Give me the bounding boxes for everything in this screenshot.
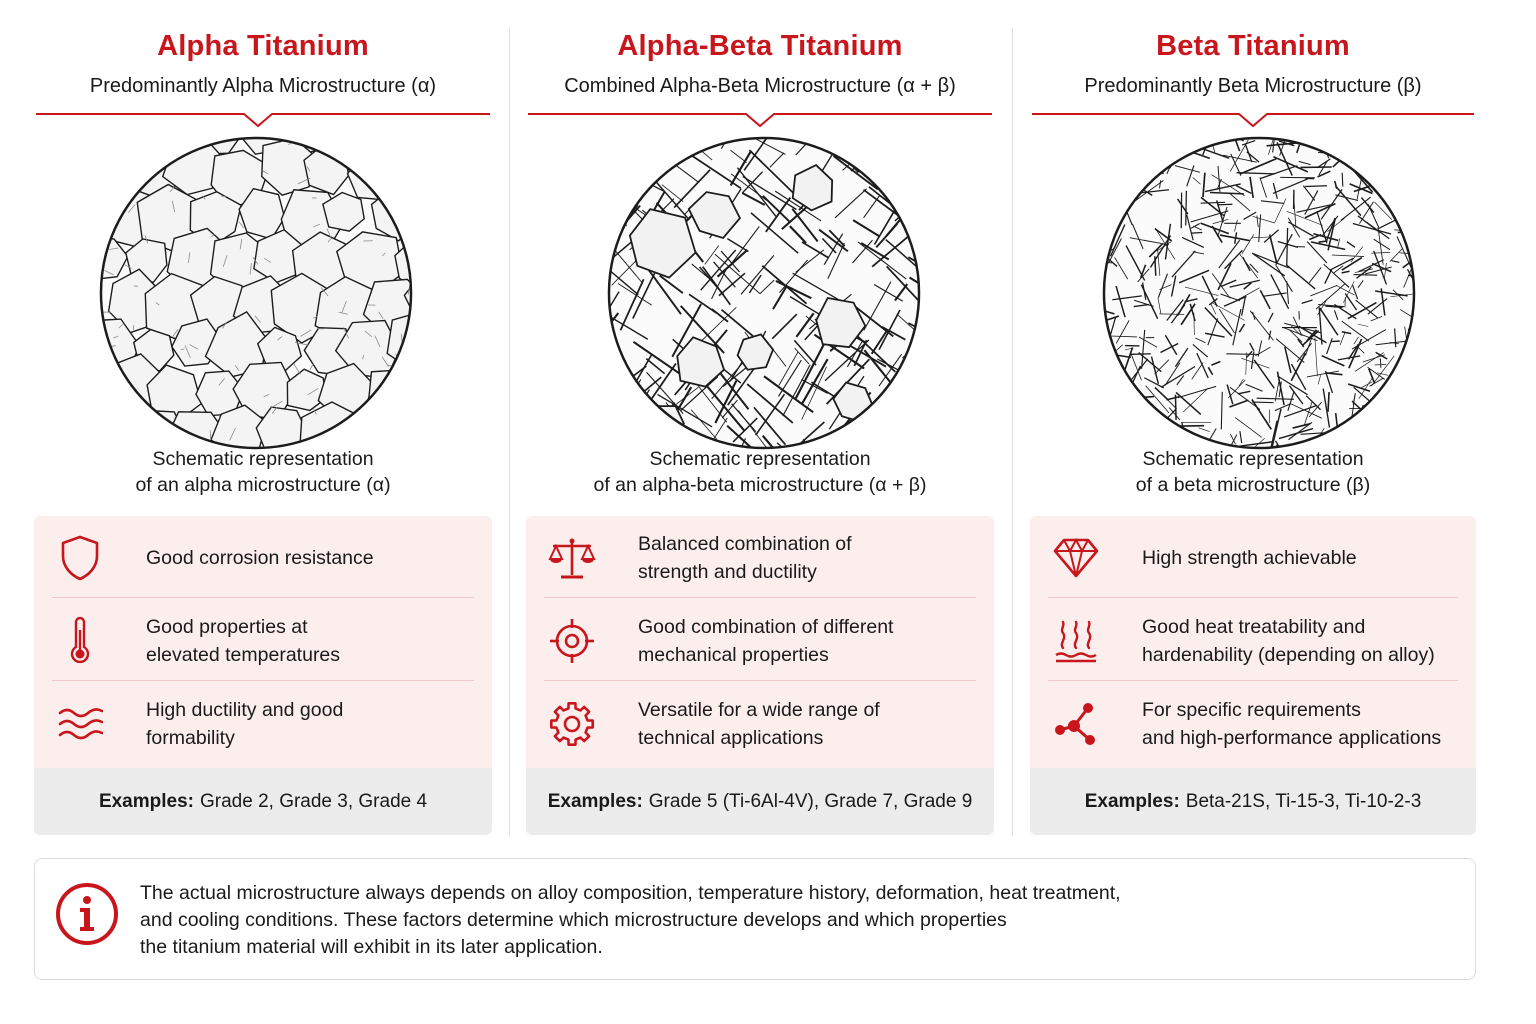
property-text: High strength achievable [1142,546,1357,569]
property-text: For specific requirements [1142,698,1361,721]
scales-icon [544,530,600,586]
column-subtitle: Combined Alpha-Beta Microstructure (α + β) [564,75,956,97]
column-alpha [34,0,492,845]
property-item [52,516,474,599]
gear-icon [544,696,600,752]
caption-line: of an alpha-beta microstructure (α + β) [593,474,927,496]
column-title: Beta Titanium [1156,30,1350,62]
property-text: elevated temperatures [146,643,341,666]
property-divider [52,680,474,681]
column-title: Alpha-Beta Titanium [617,30,903,62]
property-item [544,682,976,765]
column-subtitle: Predominantly Alpha Microstructure (α) [89,75,437,97]
alpha-beta-microstructure-image [605,134,923,452]
caption-line: Schematic representation [152,448,374,470]
alpha-microstructure-image [97,134,415,452]
column-title: Alpha Titanium [157,30,369,62]
examples-label: Examples: [547,790,643,812]
property-item [544,599,976,682]
property-item [1048,599,1458,682]
info-text [140,880,1340,961]
property-text: Balanced combination of [638,532,852,555]
examples-value: Grade 2, Grade 3, Grade 4 [199,790,428,812]
header-pointer-rule [36,104,490,128]
caption-line: Schematic representation [649,448,871,470]
column-divider [1012,28,1013,836]
diamond-icon [1048,530,1104,586]
microstructure-caption [526,446,994,498]
properties-panel [526,516,994,768]
examples-value: Beta-21S, Ti-15-3, Ti-10-2-3 [1185,790,1422,812]
property-divider [544,597,976,598]
property-item [544,516,976,599]
waves-icon [52,696,108,752]
property-text: Versatile for a wide range of [638,698,880,721]
property-text: Good combination of different [638,615,894,638]
property-item [52,682,474,765]
property-text: Good heat treatability and [1142,615,1366,638]
info-icon [54,881,120,947]
examples-bar [526,768,994,835]
microstructure-caption [34,446,492,498]
column-subtitle: Predominantly Beta Microstructure (β) [1084,75,1422,97]
microstructure-caption [1030,446,1476,498]
property-text: hardenability (depending on alloy) [1142,643,1435,666]
column-divider [509,28,510,836]
examples-value: Grade 5 (Ti-6Al-4V), Grade 7, Grade 9 [648,790,973,812]
property-text: Good properties at [146,615,308,638]
examples-bar [1030,768,1476,835]
beta-microstructure-image [1100,134,1418,452]
property-text: Good corrosion resistance [146,546,374,569]
column-beta [1030,0,1476,845]
properties-panel [34,516,492,768]
property-divider [544,680,976,681]
property-text: mechanical properties [638,643,829,666]
caption-line: of an alpha microstructure (α) [135,474,391,496]
examples-label: Examples: [98,790,194,812]
property-divider [1048,680,1458,681]
column-alpha-beta [526,0,994,845]
property-text: High ductility and good [146,698,344,721]
property-text: formability [146,726,235,749]
info-text-line: and cooling conditions. These factors determine which microstructure develops and which properties [140,909,1007,931]
shield-icon [52,530,108,586]
thermometer-icon [52,613,108,669]
info-text-line: The actual microstructure always depends on alloy composition, temperature history, deformation, heat treatment, [140,882,1121,904]
property-item [52,599,474,682]
info-note-box [34,858,1476,980]
examples-bar [34,768,492,835]
heat-icon [1048,613,1104,669]
property-divider [52,597,474,598]
property-divider [1048,597,1458,598]
property-text: technical applications [638,726,824,749]
info-text-line: the titanium material will exhibit in its later application. [140,936,603,958]
property-text: and high-performance applications [1142,726,1442,749]
caption-line: Schematic representation [1142,448,1364,470]
header-pointer-rule [528,104,992,128]
examples-label: Examples: [1084,790,1180,812]
network-icon [1048,696,1104,752]
property-item [1048,682,1458,765]
property-item [1048,516,1458,599]
property-text: strength and ductility [638,560,817,583]
target-icon [544,613,600,669]
header-pointer-rule [1032,104,1474,128]
properties-panel [1030,516,1476,768]
caption-line: of a beta microstructure (β) [1135,474,1371,496]
